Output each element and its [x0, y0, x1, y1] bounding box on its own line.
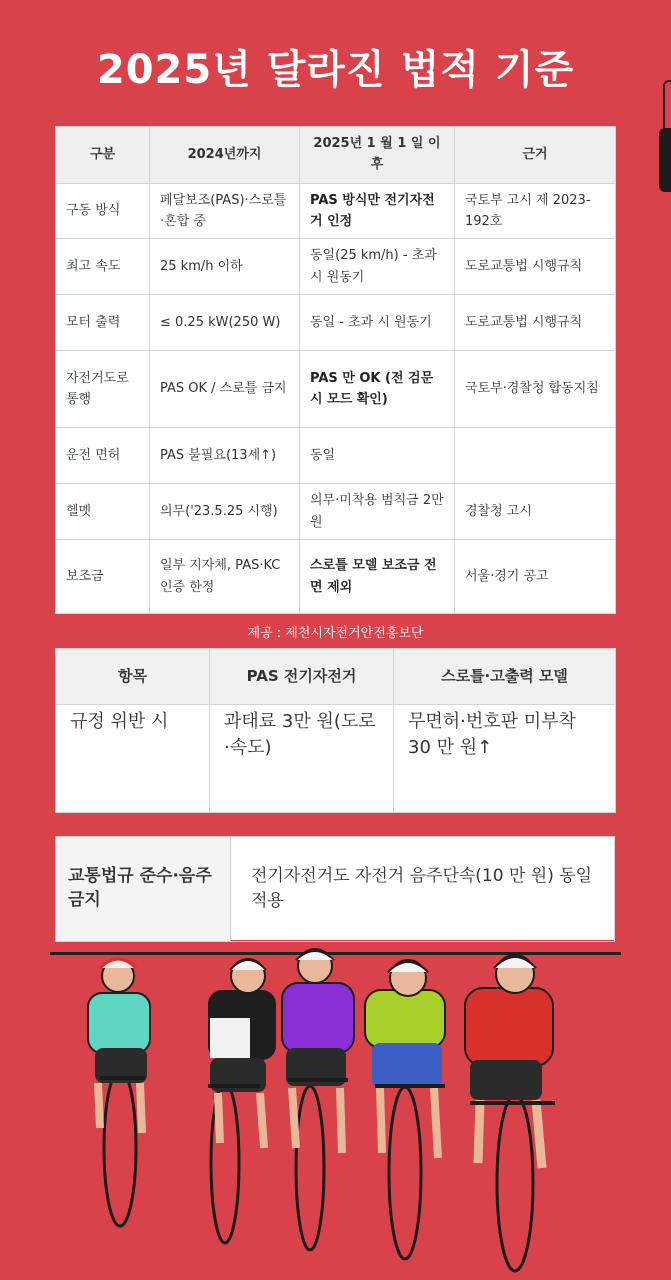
cyclists-illustration: [60, 948, 620, 1280]
table-row: [56, 705, 616, 813]
cell-from-2025: 동일(25 km/h) - 초과 시 원동기: [300, 239, 455, 295]
table-row: [56, 295, 616, 351]
rider-red: [465, 955, 553, 1168]
cell-from-2025: 의무·미착용 범칙금 2만 원: [300, 484, 455, 540]
page-title: 2025년 달라진 법적 기준: [96, 47, 575, 93]
cell-basis: [455, 428, 616, 484]
table-row: [56, 184, 616, 239]
cell-basis: 서울·경기 공고: [455, 540, 616, 614]
cell-from-2025: 스로틀 모델 보조금 전면 제외: [300, 540, 455, 614]
rider-purple: [282, 949, 354, 1153]
wheel-icon: [497, 1095, 533, 1271]
cell-until-2024: PAS OK / 스로틀 금지: [150, 351, 300, 428]
header-category: 구분: [56, 127, 150, 184]
rider-green-blue: [365, 960, 445, 1158]
wheel-icon: [389, 1087, 421, 1259]
cell-from-2025: 동일 - 초과 시 원동기: [300, 295, 455, 351]
cell-category: 최고 속도: [56, 239, 150, 295]
cell-until-2024: 페달보조(PAS)·스로틀·혼합 중: [150, 184, 300, 239]
rule-label: 교통법규 준수·음주 금지: [56, 837, 231, 942]
cell-category: 보조금: [56, 540, 150, 614]
header-item: 항목: [56, 649, 210, 705]
cell-basis: 국토부 고시 제 2023-192호: [455, 184, 616, 239]
header-basis: 근거: [455, 127, 616, 184]
table-row: [56, 239, 616, 295]
cell-until-2024: ≤ 0.25 kW(250 W): [150, 295, 300, 351]
side-tab[interactable]: [659, 128, 671, 192]
cell-from-2025: 동일: [300, 428, 455, 484]
cell-category: 자전거도로 통행: [56, 351, 150, 428]
rider-black-white: [208, 959, 276, 1148]
table-row: [56, 540, 616, 614]
penalty-table: [55, 648, 615, 813]
cell-basis: 국토부·경찰청 합동지침: [455, 351, 616, 428]
cell-pas-penalty: 과태료 3만 원(도로·속도): [210, 705, 394, 813]
header-from-2025: 2025년 1 월 1 일 이후: [300, 127, 455, 184]
table-row: [56, 351, 616, 428]
wheel-icon: [104, 1070, 136, 1226]
legal-standards-table: [55, 126, 615, 614]
header-pas: PAS 전기자전거: [210, 649, 394, 705]
table-row: [56, 837, 615, 942]
rider-cyan: [88, 959, 150, 1133]
header-until-2024: 2024년까지: [150, 127, 300, 184]
cell-until-2024: 일부 지자체, PAS·KC 인증 한정: [150, 540, 300, 614]
cell-from-2025: PAS 만 OK (전 검문 시 모드 확인): [300, 351, 455, 428]
cell-throttle-penalty: 무면허·번호판 미부착 30 만 원↑: [394, 705, 616, 813]
wheel-icon: [296, 1086, 324, 1250]
rule-text: 전기자전거도 자전거 음주단속(10 만 원) 동일 적용: [231, 837, 615, 942]
cell-category: 구동 방식: [56, 184, 150, 239]
cell-category: 모터 출력: [56, 295, 150, 351]
table-row: [56, 428, 616, 484]
cell-from-2025: PAS 방식만 전기자전거 인정: [300, 184, 455, 239]
cell-basis: 도로교통법 시행규칙: [455, 239, 616, 295]
cell-category: 운전 면허: [56, 428, 150, 484]
cell-violation: 규정 위반 시: [56, 705, 210, 813]
cell-until-2024: 의무('23.5.25 시행): [150, 484, 300, 540]
table-header-row: [56, 127, 616, 184]
cell-basis: 도로교통법 시행규칙: [455, 295, 616, 351]
table-header-row: [56, 649, 616, 705]
source-credit: 제공 : 제천시자전거안전홍보단: [247, 626, 424, 641]
cell-until-2024: 25 km/h 이하: [150, 239, 300, 295]
header-throttle: 스로틀·고출력 모델: [394, 649, 616, 705]
cell-category: 헬멧: [56, 484, 150, 540]
cell-basis: 경찰청 고시: [455, 484, 616, 540]
drinking-rule-box: [55, 836, 615, 940]
cell-until-2024: PAS 불필요(13세↑): [150, 428, 300, 484]
table-row: [56, 484, 616, 540]
